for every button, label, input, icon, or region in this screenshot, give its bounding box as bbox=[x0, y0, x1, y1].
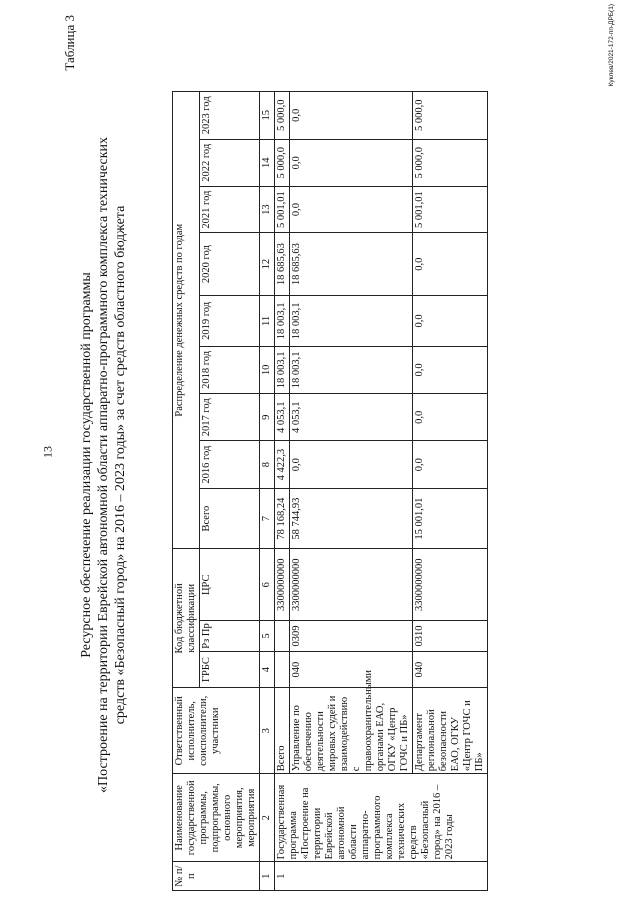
year-value-cell: 18 003,1 bbox=[290, 296, 413, 347]
grbs-cell: 040 bbox=[290, 651, 413, 687]
column-number: 6 bbox=[260, 549, 275, 621]
year-value-cell: 0,0 bbox=[413, 394, 488, 441]
program-name: Государственная программа «Построение на территории Еврейской автономной области аппаратно-программного комплекса технических средств «Безопасный город» на 2016 – 2023 годы bbox=[275, 774, 488, 862]
year-value-cell: 4 053,1 bbox=[290, 394, 413, 441]
column-number: 2 bbox=[260, 774, 275, 862]
year-value-cell: 0,0 bbox=[290, 441, 413, 488]
header-year: 2019 год bbox=[200, 296, 260, 347]
header-executor: Ответственный исполнитель, соисполнители, участники bbox=[173, 688, 260, 774]
year-value-cell: 5 000,0 bbox=[413, 139, 488, 186]
executor-cell: Управление по обеспечению деятельности мировых судей и взаимодействию с правоохранительными органами ЕАО, ОГКУ «Центр ГОЧС и ПБ» bbox=[290, 688, 413, 774]
year-value-cell: 0,0 bbox=[413, 441, 488, 488]
header-code-group: Код бюджетной классификации bbox=[173, 549, 200, 688]
year-value-cell: 0,0 bbox=[413, 346, 488, 393]
header-year: 2018 год bbox=[200, 346, 260, 393]
year-value-cell: 4 053,1 bbox=[275, 394, 290, 441]
total-cell: 15 001,01 bbox=[413, 488, 488, 549]
column-number: 14 bbox=[260, 139, 275, 186]
year-value-cell: 0,0 bbox=[413, 233, 488, 296]
rzpr-cell: 0309 bbox=[290, 621, 413, 652]
title-line-3: средств «Безопасный город» на 2016 – 2023 годы» за счет средств областного бюджета bbox=[113, 205, 128, 725]
column-number: 3 bbox=[260, 688, 275, 774]
column-number: 1 bbox=[260, 862, 275, 891]
csr-cell: 3300000000 bbox=[275, 549, 290, 621]
header-year: 2020 год bbox=[200, 233, 260, 296]
column-number: 12 bbox=[260, 233, 275, 296]
year-value-cell: 18 003,1 bbox=[275, 296, 290, 347]
year-value-cell: 5 000,0 bbox=[275, 139, 290, 186]
header-total: Всего bbox=[200, 488, 260, 549]
header-rzpr: Рз Пр bbox=[200, 621, 260, 652]
year-value-cell: 18 003,1 bbox=[275, 346, 290, 393]
header-name: Наименование государственной программы, подпрограммы, основного мероприятия, мероприятия bbox=[173, 774, 260, 862]
rzpr-cell: 0310 bbox=[413, 621, 488, 652]
budget-table bbox=[172, 91, 488, 891]
column-number: 15 bbox=[260, 92, 275, 140]
year-value-cell: 4 422,3 bbox=[275, 441, 290, 488]
rzpr-cell bbox=[275, 621, 290, 652]
column-number: 7 bbox=[260, 488, 275, 549]
total-cell: 58 744,93 bbox=[290, 488, 413, 549]
column-number: 11 bbox=[260, 296, 275, 347]
year-value-cell: 0,0 bbox=[413, 296, 488, 347]
grbs-cell: 040 bbox=[413, 651, 488, 687]
table-row bbox=[290, 92, 413, 891]
document-title bbox=[78, 85, 129, 845]
year-value-cell: 0,0 bbox=[290, 92, 413, 140]
csr-cell: 3300000000 bbox=[290, 549, 413, 621]
header-year: 2022 год bbox=[200, 139, 260, 186]
header-num: № п/п bbox=[173, 862, 260, 891]
title-line-2: «Построение на территории Еврейской автономной области аппаратно-программного комплекса технических bbox=[96, 137, 111, 794]
column-number: 9 bbox=[260, 394, 275, 441]
column-number-row bbox=[260, 92, 275, 891]
table-row bbox=[275, 92, 290, 891]
year-value-cell: 18 003,1 bbox=[290, 346, 413, 393]
year-value-cell: 5 000,0 bbox=[413, 92, 488, 140]
executor-cell: Департамент региональной безопасности ЕАО, ОГКУ «Центр ГОЧС и ПБ» bbox=[413, 688, 488, 774]
row-number: 1 bbox=[275, 862, 488, 891]
year-value-cell: 5 000,0 bbox=[275, 92, 290, 140]
column-number: 5 bbox=[260, 621, 275, 652]
page-number: 13 bbox=[40, 446, 55, 458]
csr-cell: 3300000000 bbox=[413, 549, 488, 621]
column-number: 13 bbox=[260, 186, 275, 232]
year-value-cell: 18 685,63 bbox=[290, 233, 413, 296]
year-value-cell: 0,0 bbox=[290, 186, 413, 232]
year-value-cell: 18 685,63 bbox=[275, 233, 290, 296]
executor-cell: Всего bbox=[275, 688, 290, 774]
total-cell: 78 168,24 bbox=[275, 488, 290, 549]
header-year: 2023 год bbox=[200, 92, 260, 140]
title-line-1: Ресурсное обеспечение реализации государственной программы bbox=[79, 272, 94, 658]
document-code: Куклев/2021-172-пп-ДРБ(1) bbox=[608, 4, 615, 87]
year-value-cell: 0,0 bbox=[290, 139, 413, 186]
table-label: Таблица 3 bbox=[62, 15, 77, 71]
header-year: 2021 год bbox=[200, 186, 260, 232]
header-distribution-group: Распределение денежных средств по годам bbox=[173, 92, 200, 549]
table-row bbox=[413, 92, 488, 891]
column-number: 8 bbox=[260, 441, 275, 488]
column-number: 4 bbox=[260, 651, 275, 687]
year-value-cell: 5 001,01 bbox=[275, 186, 290, 232]
header-year: 2016 год bbox=[200, 441, 260, 488]
grbs-cell bbox=[275, 651, 290, 687]
header-grbs: ГРБС bbox=[200, 651, 260, 687]
header-year: 2017 год bbox=[200, 394, 260, 441]
column-number: 10 bbox=[260, 346, 275, 393]
header-csr: ЦРС bbox=[200, 549, 260, 621]
year-value-cell: 5 001,01 bbox=[413, 186, 488, 232]
